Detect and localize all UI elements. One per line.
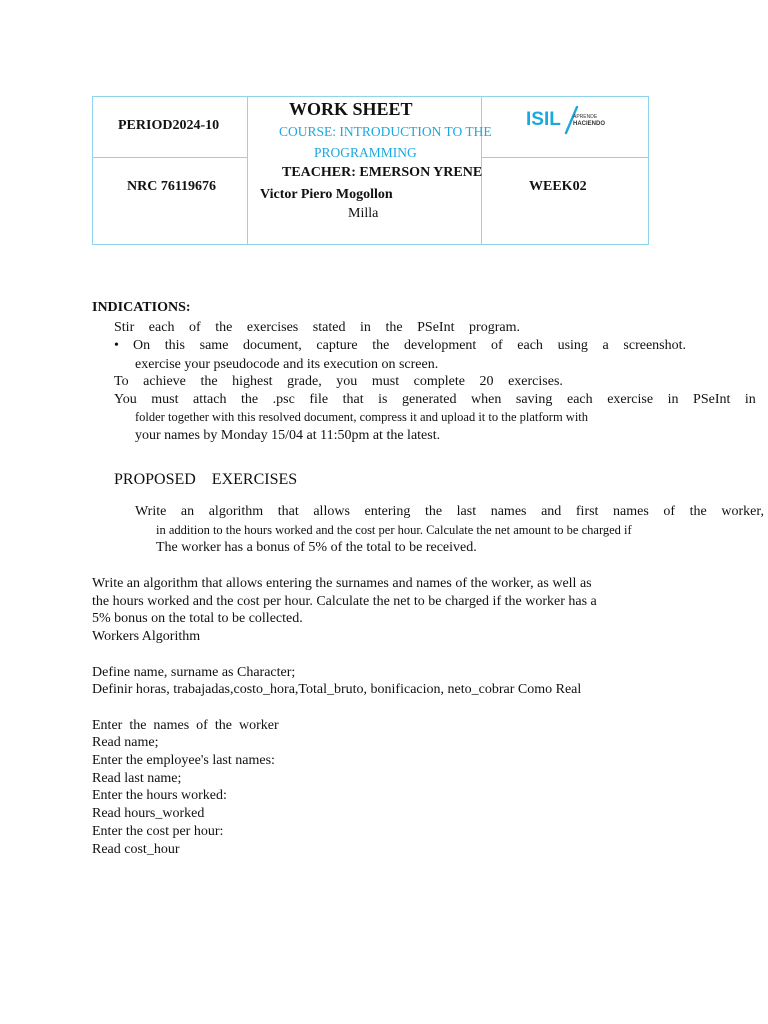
exercises-heading: PROPOSED EXERCISES (114, 471, 298, 488)
word: screenshot. (623, 338, 686, 353)
period-label: PERIOD2024-10 (118, 118, 220, 133)
word: and (541, 504, 562, 519)
word: you (336, 374, 358, 389)
word: .psc (272, 392, 295, 407)
word: first (575, 504, 599, 519)
word: names (613, 504, 649, 519)
word: PSeInt (417, 320, 455, 335)
student-name-line-2: Milla (348, 206, 379, 221)
word: must (371, 374, 400, 389)
word: algorithm (208, 504, 264, 519)
algorithm-line: Enter the names of the worker (92, 717, 279, 733)
teacher-label: TEACHER: EMERSON YRENE (282, 165, 483, 180)
algorithm-line: Read last name; (92, 770, 182, 786)
word: allows (313, 504, 350, 519)
word: saving (515, 392, 553, 407)
week-label: WEEK02 (529, 179, 587, 194)
indications-heading: INDICATIONS: (92, 300, 191, 315)
word: program. (469, 320, 520, 335)
word: 20 (479, 374, 494, 389)
word: Write (135, 504, 167, 519)
word: same (199, 338, 229, 353)
indications-line-2 (133, 338, 686, 354)
algorithm-line (92, 646, 597, 664)
algorithm-line: Read hours_worked (92, 806, 205, 822)
word: this (164, 338, 185, 353)
word: exercises. (508, 374, 563, 389)
algorithm-line: Write an algorithm that allows entering the surnames and names of the worker, as well as (92, 576, 592, 591)
svg-text:APRENDE: APRENDE (573, 114, 598, 120)
word: development (404, 338, 477, 353)
word: capture (316, 338, 358, 353)
word: exercise (607, 392, 654, 407)
algorithm-line: Define name, surname as Character; (92, 664, 296, 680)
word: stated (312, 320, 346, 335)
word: complete (413, 374, 465, 389)
word: highest (232, 374, 273, 389)
exercise-line-3: The worker has a bonus of 5% of the total to be received. (156, 540, 477, 555)
word: the (385, 320, 403, 335)
student-name-line-1: Victor Piero Mogollon (260, 187, 393, 202)
algorithm-text-block (92, 575, 597, 858)
word: the (372, 338, 390, 353)
word: must (151, 392, 179, 407)
algorithm-line: Read name; (92, 735, 159, 751)
word: in (360, 320, 371, 335)
word: of (663, 504, 676, 519)
word: using (557, 338, 588, 353)
word: of (189, 320, 201, 335)
bullet-icon: • (114, 338, 119, 353)
word: that (277, 504, 299, 519)
word: You (114, 392, 137, 407)
word: generated (402, 392, 457, 407)
word: each (517, 338, 543, 353)
word: last (456, 504, 477, 519)
isil-logo (526, 105, 616, 142)
word: PSeInt (693, 392, 731, 407)
word: attach (193, 392, 227, 407)
word: On (133, 338, 151, 353)
indications-line-3: exercise your pseudocode and its execution on screen. (135, 357, 439, 372)
indications-line-1 (114, 320, 520, 336)
svg-text:ISIL: ISIL (526, 109, 561, 130)
word: Stir (114, 320, 135, 335)
word: that (342, 392, 364, 407)
word: each (148, 320, 175, 335)
worksheet-title: WORK SHEET (289, 99, 413, 119)
word: each (566, 392, 593, 407)
word: is (378, 392, 388, 407)
word: To (114, 374, 129, 389)
word: in (667, 392, 679, 407)
algorithm-line: the hours worked and the cost per hour. Calculate the net to be charged if the worker has a (92, 593, 597, 609)
word: when (471, 392, 502, 407)
algorithm-line (92, 699, 597, 717)
word: the (424, 504, 443, 519)
word: entering (364, 504, 411, 519)
word: exercises (246, 320, 299, 335)
word: an (180, 504, 195, 519)
word: the (689, 504, 707, 519)
word: in (744, 392, 756, 407)
algorithm-line: Enter the employee's last names: (92, 753, 275, 769)
svg-text:HACIENDO: HACIENDO (573, 121, 606, 127)
word: document, (243, 338, 302, 353)
word: achieve (143, 374, 186, 389)
indications-line-4 (114, 374, 563, 390)
word: names (490, 504, 527, 519)
word: of (490, 338, 503, 353)
indications-line-6: folder together with this resolved document, compress it and upload it to the platform with (135, 410, 589, 424)
course-line-2: PROGRAMMING (314, 145, 417, 160)
word: the (241, 392, 259, 407)
algorithm-line: Enter the cost per hour: (92, 823, 224, 839)
exercise-line-1 (135, 504, 764, 520)
indications-line-7: your names by Monday 15/04 at 11:50pm at the latest. (135, 428, 441, 443)
word: worker, (721, 504, 764, 519)
word: a (602, 338, 609, 353)
word: grade, (287, 374, 322, 389)
algorithm-line: Read cost_hour (92, 841, 180, 857)
course-line-1: COURSE: INTRODUCTION TO THE (279, 124, 492, 139)
exercise-line-2: in addition to the hours worked and the cost per hour. Calculate the net amount to be charged if (156, 523, 632, 537)
algorithm-line: 5% bonus on the total to be collected. (92, 611, 303, 627)
algorithm-line: Workers Algorithm (92, 629, 201, 645)
word: file (309, 392, 329, 407)
algorithm-line: Definir horas, trabajadas,costo_hora,Total_bruto, bonificacion, neto_cobrar Como Real (92, 682, 582, 698)
indications-line-5 (114, 392, 756, 408)
word: the (215, 320, 233, 335)
algorithm-line: Enter the hours worked: (92, 788, 227, 804)
nrc-label: NRC 76119676 (127, 179, 217, 194)
word: the (200, 374, 218, 389)
